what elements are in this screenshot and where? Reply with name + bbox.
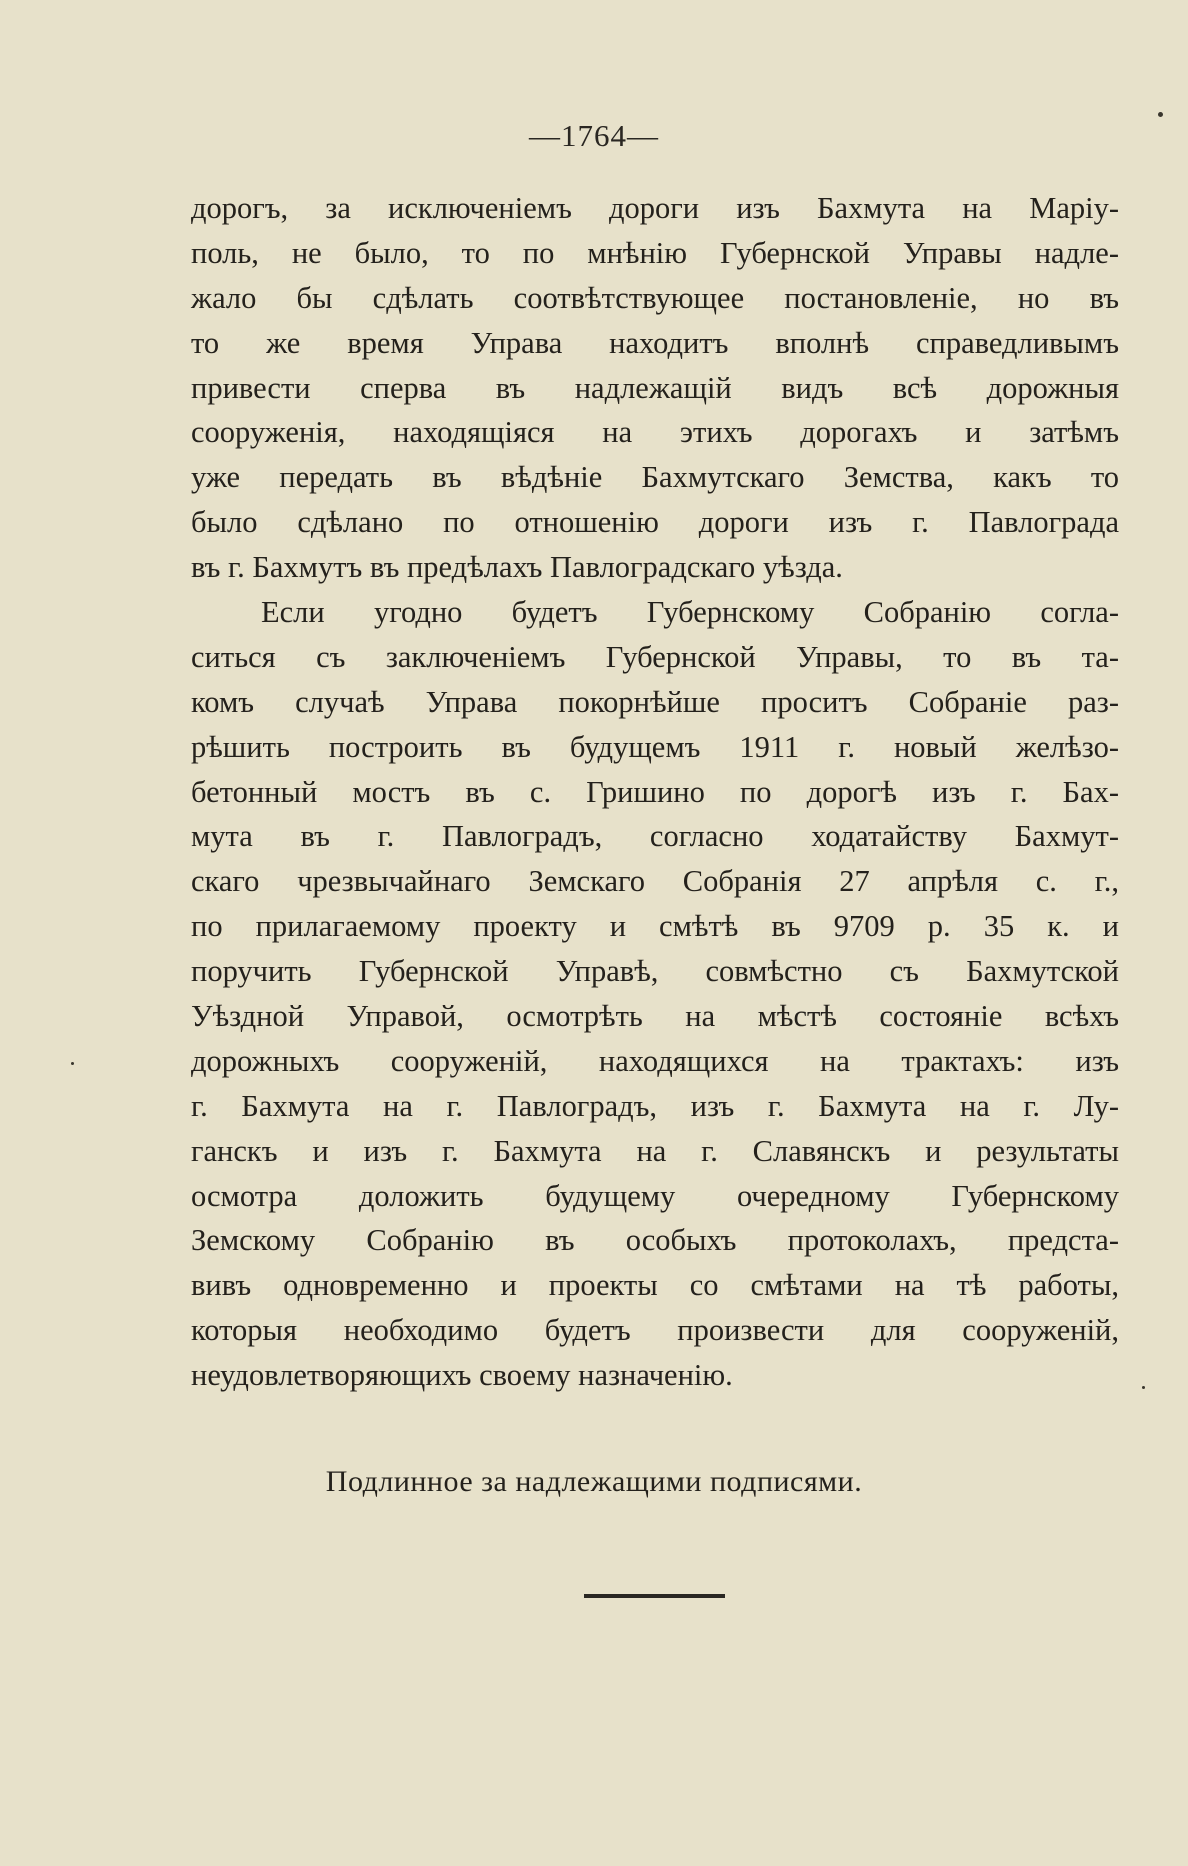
text-line: Если угодно будетъ Губернскому Собранію согла- <box>261 595 1119 630</box>
text-line: скаго чрезвычайнаго Земскаго Собранія 27 апрѣля с. г., <box>191 864 1119 899</box>
body-text <box>191 186 1119 1398</box>
text-line: дорожныхъ сооруженій, находящихся на трактахъ: изъ <box>191 1043 1119 1078</box>
text-line: г. Бахмута на г. Павлоградъ, изъ г. Бахмута на г. Лу- <box>191 1088 1119 1123</box>
page-number: —1764— <box>529 118 659 153</box>
text-line: по прилагаемому проекту и смѣтѣ въ 9709 р. 35 к. и <box>191 909 1119 944</box>
text-line: дорогъ, за исключеніемъ дороги изъ Бахмута на Маріу- <box>191 191 1119 225</box>
text-line: поль, не было, то по мнѣнію Губернской Управы надле- <box>191 235 1119 270</box>
text-line: въ г. Бахмутъ въ предѣлахъ Павлоградскаго уѣзда. <box>191 550 843 585</box>
text-line: вивъ одновременно и проекты со смѣтами на тѣ работы, <box>191 1268 1119 1303</box>
text-line: уже передать въ вѣдѣніе Бахмутскаго Земства, какъ то <box>191 460 1119 495</box>
ink-speck <box>1158 112 1163 117</box>
closing-line: Подлинное за надлежащими подписями. <box>325 1465 863 1498</box>
text-line: рѣшить построить въ будущемъ 1911 г. новый желѣзо- <box>191 729 1119 764</box>
text-line: то же время Управа находитъ вполнѣ справедливымъ <box>191 325 1119 360</box>
text-line: которыя необходимо будетъ произвести для сооруженій, <box>191 1313 1119 1348</box>
text-line: жало бы сдѣлать соотвѣтствующее постановленіе, но въ <box>191 280 1119 315</box>
text-line: ситься съ заключеніемъ Губернской Управы, то въ та- <box>191 639 1119 674</box>
text-line: поручить Губернской Управѣ, совмѣстно съ Бахмутской <box>191 954 1119 989</box>
text-line: сооруженія, находящіяся на этихъ дорогахъ и затѣмъ <box>191 415 1119 450</box>
text-line: осмотра доложить будущему очередному Губернскому <box>191 1178 1119 1213</box>
text-line: привести сперва въ надлежащій видъ всѣ дорожныя <box>191 370 1119 405</box>
text-line: бетонный мостъ въ с. Гришино по дорогѣ изъ г. Бах- <box>191 774 1119 809</box>
text-line: неудовлетворяющихъ своему назначенію. <box>191 1358 733 1393</box>
text-line: мута въ г. Павлоградъ, согласно ходатайству Бахмут- <box>191 819 1119 854</box>
text-line: было сдѣлано по отношенію дороги изъ г. Павлограда <box>191 505 1119 540</box>
ink-speck <box>71 1062 74 1065</box>
text-line: Уѣздной Управой, осмотрѣть на мѣстѣ состояніе всѣхъ <box>191 999 1119 1034</box>
end-rule <box>584 1594 725 1598</box>
ink-speck <box>1142 1386 1145 1389</box>
text-line: комъ случаѣ Управа покорнѣйше проситъ Собраніе раз- <box>191 684 1119 719</box>
text-line: ганскъ и изъ г. Бахмута на г. Славянскъ и результаты <box>191 1133 1119 1168</box>
text-line: Земскому Собранію въ особыхъ протоколахъ, предста- <box>191 1223 1119 1258</box>
